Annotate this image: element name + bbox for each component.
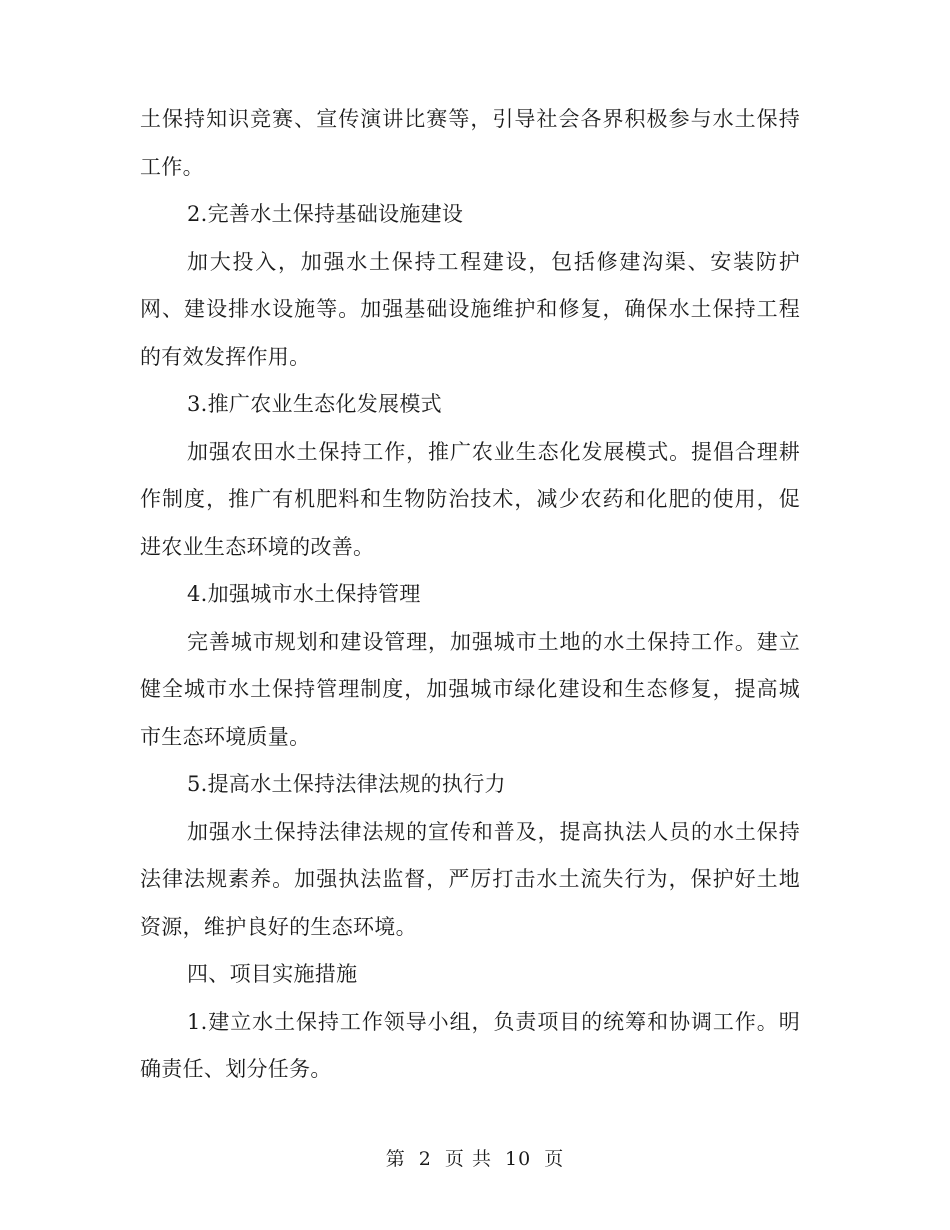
footer-middle: 页 共 [444, 1148, 492, 1170]
section-heading-measures: 四、项目实施措施 [187, 962, 358, 986]
paragraph-agriculture: 加强农田水土保持工作，推广农业生态化发展模式。提倡合理耕作制度，推广有机肥料和生物防治技术，减少农药和化肥的使用，促进农业生态环境的改善。 [140, 439, 800, 559]
paragraph-continuation: 土保持知识竞赛、宣传演讲比赛等，引导社会各界积极参与水土保持工作。 [140, 107, 800, 179]
paragraph-law: 加强水土保持法律法规的宣传和普及，提高执法人员的水土保持法律法规素养。加强执法监督，严厉打击水土流失行为，保护好土地资源，维护良好的生态环境。 [140, 819, 800, 939]
page-footer [0, 1147, 950, 1171]
heading-law: 5.提高水土保持法律法规的执行力 [187, 772, 506, 796]
heading-infrastructure: 2.完善水土保持基础设施建设 [187, 202, 464, 226]
paragraph-urban: 完善城市规划和建设管理，加强城市土地的水土保持工作。建立健全城市水土保持管理制度，加强城市绿化建设和生态修复，提高城市生态环境质量。 [140, 629, 800, 749]
paragraph-infrastructure: 加大投入，加强水土保持工程建设，包括修建沟渠、安装防护网、建设排水设施等。加强基础设施维护和修复，确保水土保持工程的有效发挥作用。 [140, 249, 800, 369]
footer-prefix: 第 [385, 1148, 406, 1170]
heading-agriculture: 3.推广农业生态化发展模式 [187, 392, 442, 416]
footer-suffix: 页 [544, 1148, 565, 1170]
footer-total-pages: 10 [505, 1148, 532, 1170]
paragraph-measures-1: 1.建立水土保持工作领导小组，负责项目的统筹和协调工作。明确责任、划分任务。 [140, 1009, 800, 1081]
footer-current-page: 2 [418, 1148, 432, 1170]
document-body [140, 96, 800, 1094]
heading-urban: 4.加强城市水土保持管理 [187, 582, 421, 606]
